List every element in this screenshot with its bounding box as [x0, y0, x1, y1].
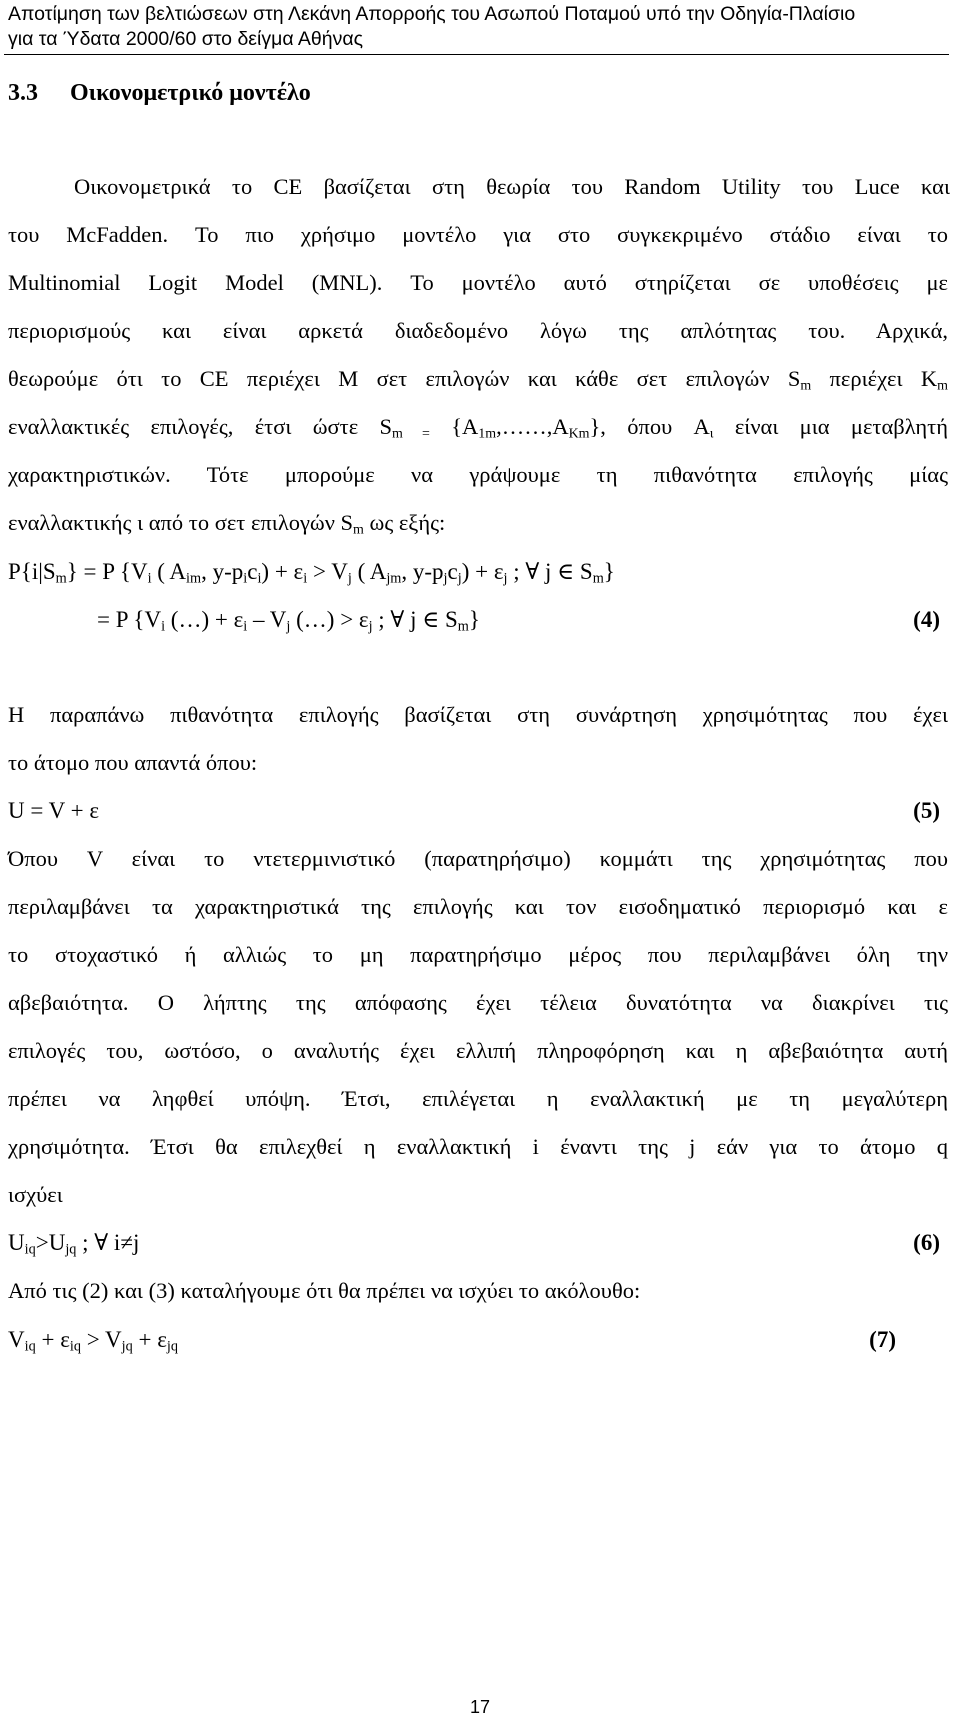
paragraph-3-line-5: επιλογές του, ωστόσο, ο αναλυτής έχει ελλιπή πληροφόρηση και η αβεβαιότητα αυτή: [8, 1038, 948, 1063]
paragraph-3-line-7: χρησιμότητα. Έτσι θα επιλεχθεί η εναλλακτική i έναντι της j εάν για το άτομο q: [8, 1134, 948, 1159]
equation-7-number: (7): [869, 1327, 896, 1352]
paragraph-1-line-4: περιορισμούς και είναι αρκετά διαδεδομένο λόγω της απλότητας του. Αρχικά,: [8, 318, 948, 343]
paragraph-1-line-2: του McFadden. Το πιο χρήσιμο μοντέλο για στο συγκεκριμένο στάδιο είναι το: [8, 222, 948, 247]
paragraph-3-line-3: το στοχαστικό ή αλλιώς το μη παρατηρήσιμο μέρος που περιλαμβάνει όλη την: [8, 942, 948, 967]
equation-5-number: (5): [913, 798, 940, 823]
paragraph-1-line-6: εναλλακτικές επιλογές, έτσι ώστε $S_{m =}$ $\{A_{1m},\dots\dots,A_{Km}\}$, όπου $A_\iota$ είναι μια μεταβλητή: [8, 414, 948, 442]
header-line-2: για τα Ύδατα 2000/60 στο δείγμα Αθήνας: [8, 28, 364, 50]
paragraph-4-line-1: Από τις (2) και (3) καταλήγουμε ότι θα πρέπει να ισχύει το ακόλουθο:: [8, 1278, 641, 1303]
paragraph-1-line-8: εναλλακτικής ι από το σετ επιλογών $S_m$ ως εξής:: [8, 510, 446, 538]
paragraph-1-line-1: Οικονομετρικά το CE βασίζεται στη θεωρία του Random Utility του Luce και: [74, 174, 950, 199]
running-header: [8, 2, 948, 52]
page-number: 17: [469, 1697, 491, 1717]
paragraph-1-line-3: Multinomial Logit Model (MNL). Το μοντέλο αυτό στηρίζεται σε υποθέσεις με: [8, 270, 948, 295]
paragraph-2-line-1: Η παραπάνω πιθανότητα επιλογής βασίζεται στη συνάρτηση χρησιμότητας που έχει: [8, 702, 948, 727]
header-line-1: Αποτίμηση των βελτιώσεων στη Λεκάνη Απορροής του Ασωπού Ποταμού υπό την Οδηγία-Πλαίσιο: [8, 3, 856, 25]
paragraph-3-line-4: αβεβαιότητα. Ο λήπτης της απόφασης έχει τέλεια δυνατότητα να διακρίνει τις: [8, 990, 948, 1015]
equation-7: $V_{iq} + \varepsilon_{iq} > V_{jq} + \varepsilon_{jq}$: [8, 1327, 178, 1355]
header-divider: [4, 54, 949, 55]
paragraph-1-line-5: θεωρούμε ότι το CE περιέχει M σετ επιλογών και κάθε σετ επιλογών $S_m$ περιέχει $K_m$: [8, 366, 948, 394]
equation-4-line-2: = P {$V_i$ (…) + $\varepsilon_i - V_j$ (…) > $\varepsilon_j$ ; ∀ j ∈ $S_m$}: [97, 607, 480, 635]
section-title: Οικονομετρικό μοντέλο: [70, 80, 311, 106]
equation-5: U = V + ε: [8, 798, 99, 823]
paragraph-2-line-2: το άτομο που απαντά όπου:: [8, 750, 258, 775]
paragraph-3-line-1: Όπου V είναι το ντετερμινιστικό (παρατηρήσιμο) κομμάτι της χρησιμότητας που: [8, 846, 948, 871]
equation-4-number: (4): [913, 607, 940, 632]
paragraph-3-line-8: ισχύει: [8, 1182, 63, 1207]
paragraph-3-line-6: πρέπει να ληφθεί υπόψη. Έτσι, επιλέγεται η εναλλακτική με τη μεγαλύτερη: [8, 1086, 948, 1111]
equation-6-number: (6): [913, 1230, 940, 1255]
paragraph-1-line-7: χαρακτηριστικών. Τότε μπορούμε να γράψουμε τη πιθανότητα επιλογής μίας: [8, 462, 948, 487]
equation-4-line-1: $P\{i|S_m\} = P$ {$V_i$ ( $A_{im}$, $y-p_ic_i) + \varepsilon_i > V_j$ ( $A_{jm}$, $y-p_jc_j) + \varepsilon_j$ ; ∀ j ∈ $S_m$}: [8, 559, 615, 587]
equation-6: $U_{iq}>U_{jq}$ ; ∀ i≠j: [8, 1230, 140, 1258]
paragraph-3-line-2: περιλαμβάνει τα χαρακτηριστικά της επιλογής και τον εισοδηματικό περιορισμό και ε: [8, 894, 948, 919]
section-number: 3.3: [8, 80, 38, 106]
